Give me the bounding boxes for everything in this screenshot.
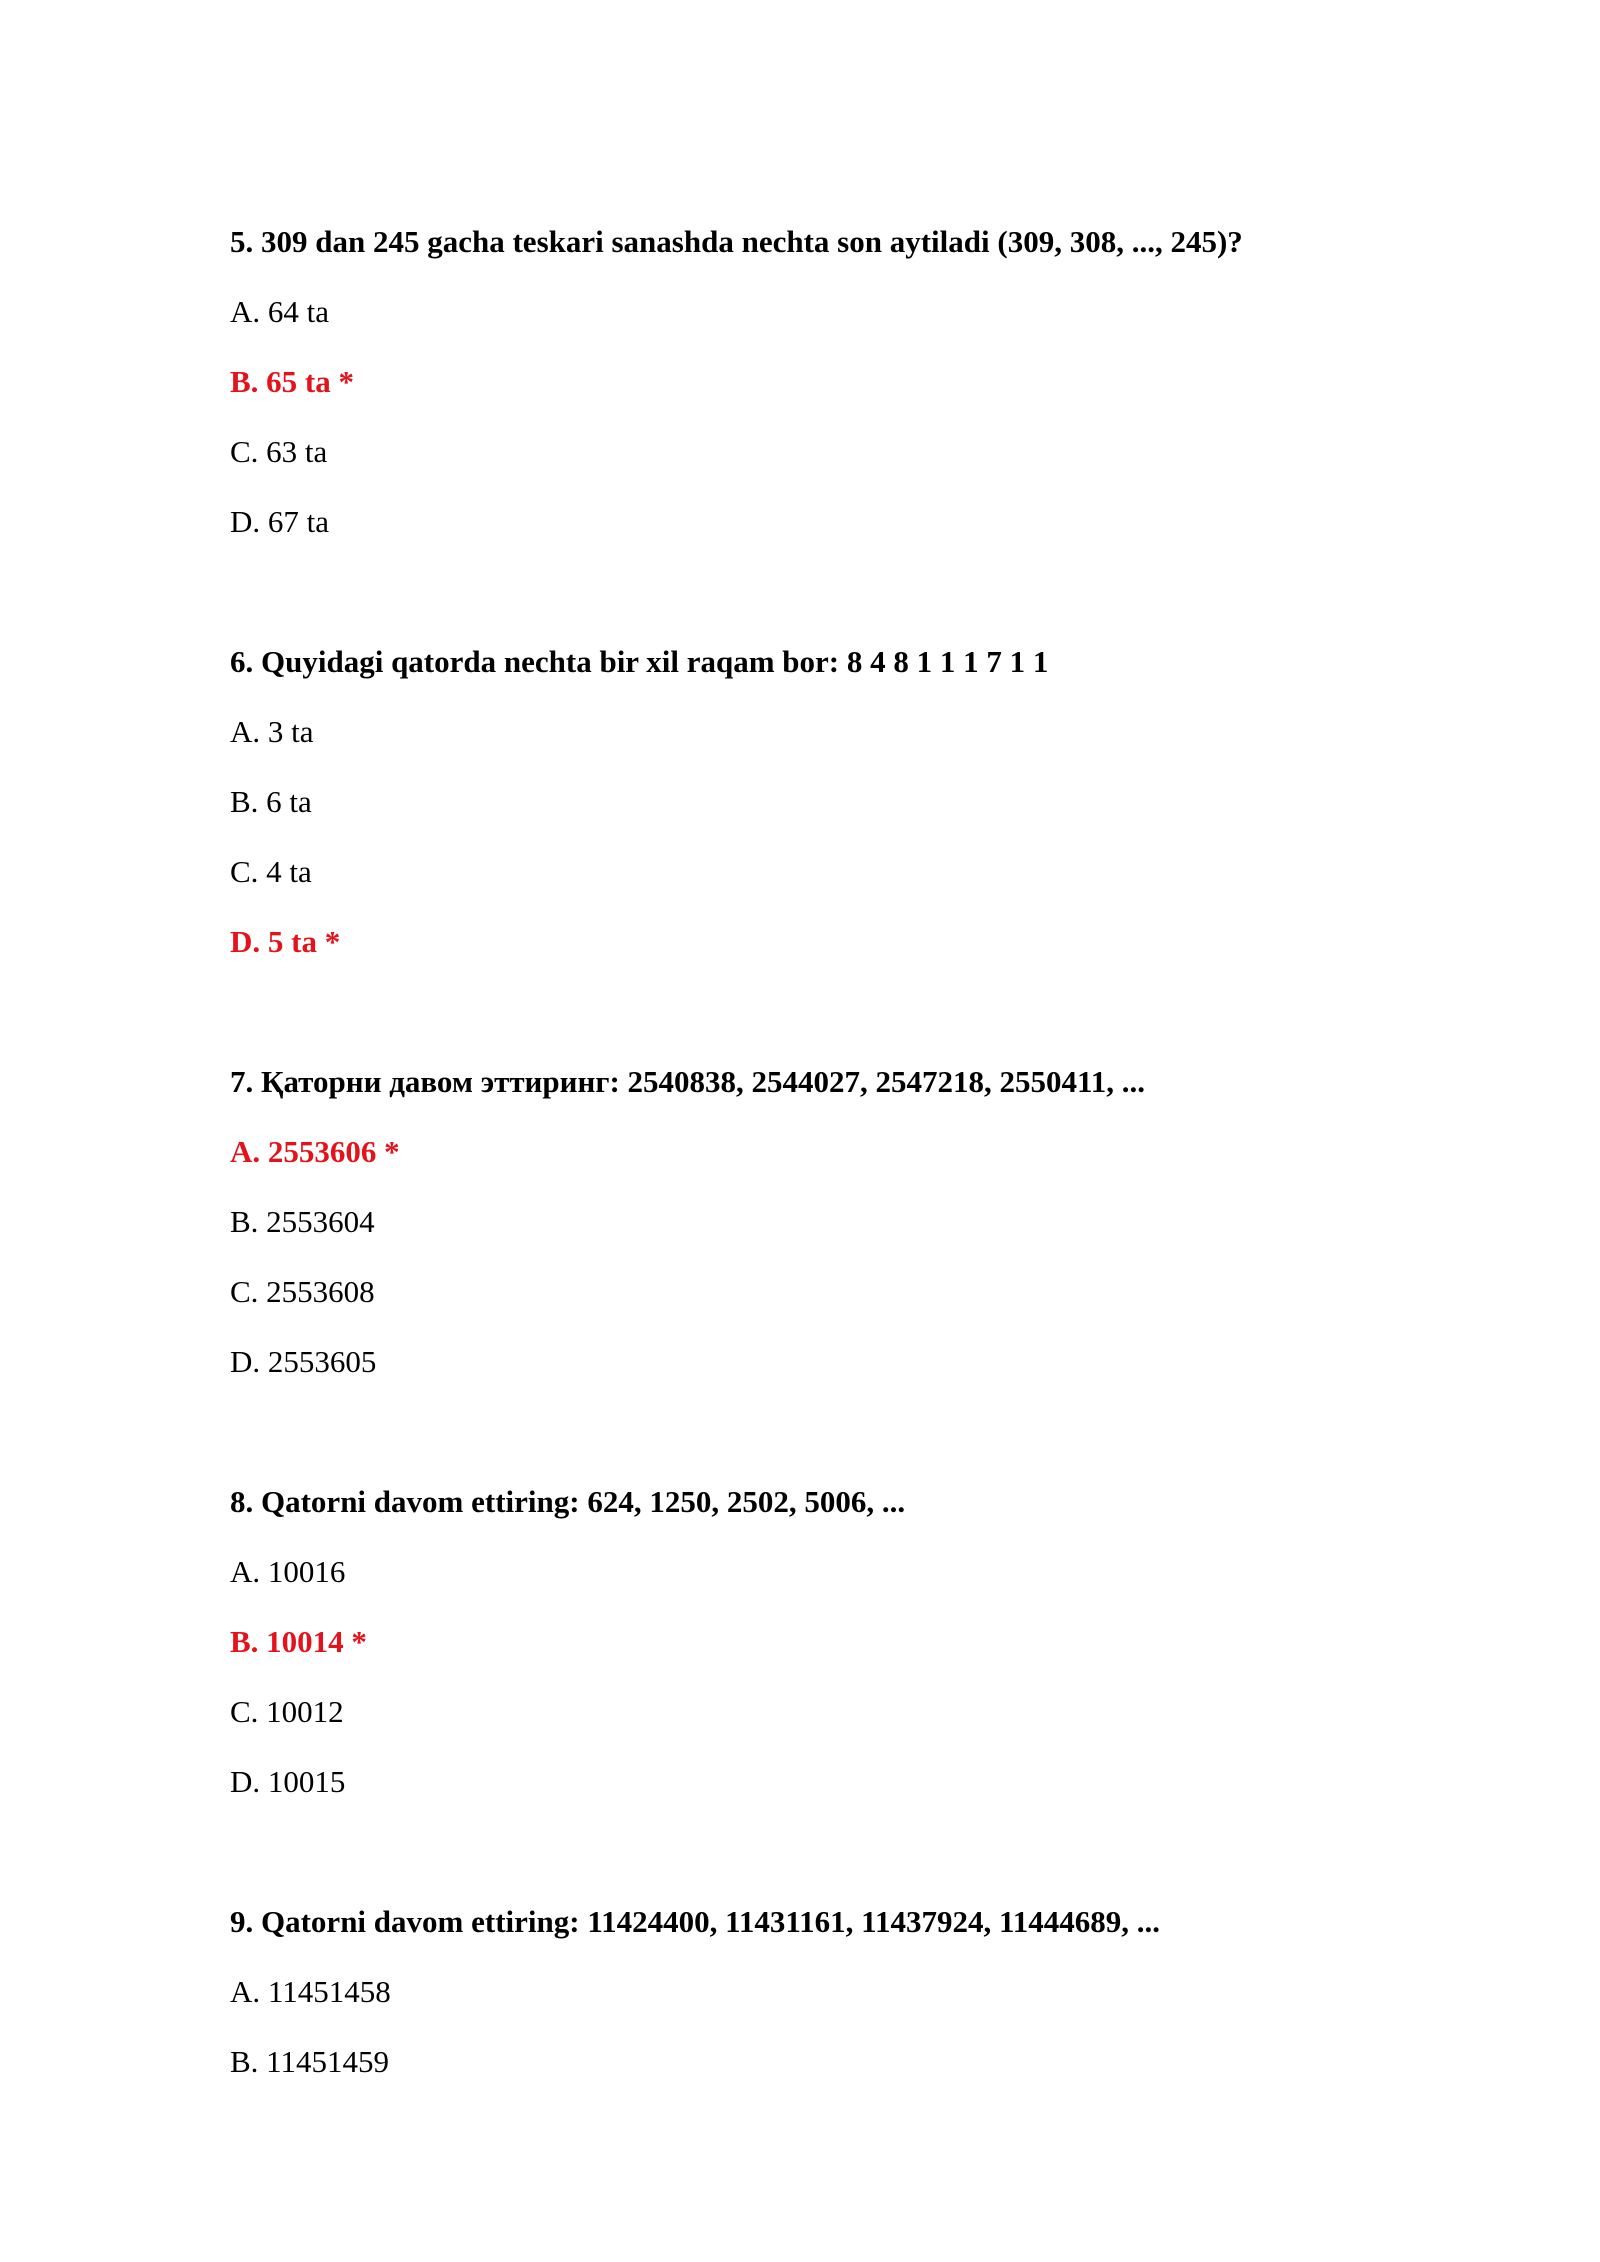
option-c: C. 2553608: [230, 1274, 375, 1309]
option-d-correct: D. 5 ta *: [230, 924, 341, 959]
option-list: [230, 712, 1530, 962]
question-text: 7. Қаторни давом эттиринг: 2540838, 2544027, 2547218, 2550411, ...: [230, 1064, 1146, 1099]
option-d: D. 67 ta: [230, 504, 330, 539]
option-d: D. 10015: [230, 1764, 346, 1799]
option-list: [230, 1132, 1530, 1382]
option-d: D. 2553605: [230, 1344, 377, 1379]
question-text: 9. Qatorni davom ettiring: 11424400, 11431161, 11437924, 11444689, ...: [230, 1904, 1161, 1939]
question-9: [230, 1902, 1530, 2082]
option-b: B. 11451459: [230, 2044, 390, 2079]
option-b: B. 2553604: [230, 1204, 375, 1239]
option-c: C. 63 ta: [230, 434, 328, 469]
question-text: 5. 309 dan 245 gacha teskari sanashda nechta son aytiladi (309, 308, ..., 245)?: [230, 224, 1243, 259]
question-text: 6. Quyidagi qatorda nechta bir xil raqam bor: 8 4 8 1 1 1 7 1 1: [230, 644, 1049, 679]
option-b-correct: B. 10014 *: [230, 1624, 367, 1659]
option-a: A. 10016: [230, 1554, 346, 1589]
option-a: A. 11451458: [230, 1974, 391, 2009]
option-a-correct: A. 2553606 *: [230, 1134, 400, 1169]
option-list: [230, 292, 1530, 542]
question-7: [230, 1062, 1530, 1382]
option-c: C. 10012: [230, 1694, 344, 1729]
option-b: B. 6 ta: [230, 784, 312, 819]
question-text: 8. Qatorni davom ettiring: 624, 1250, 2502, 5006, ...: [230, 1484, 906, 1519]
question-8: [230, 1482, 1530, 1802]
option-a: A. 64 ta: [230, 294, 330, 329]
question-6: [230, 642, 1530, 962]
option-a: A. 3 ta: [230, 714, 314, 749]
option-list: [230, 1552, 1530, 1802]
option-list: [230, 1972, 1530, 2082]
option-b-correct: B. 65 ta *: [230, 364, 354, 399]
option-c: C. 4 ta: [230, 854, 312, 889]
question-5: [230, 222, 1530, 542]
